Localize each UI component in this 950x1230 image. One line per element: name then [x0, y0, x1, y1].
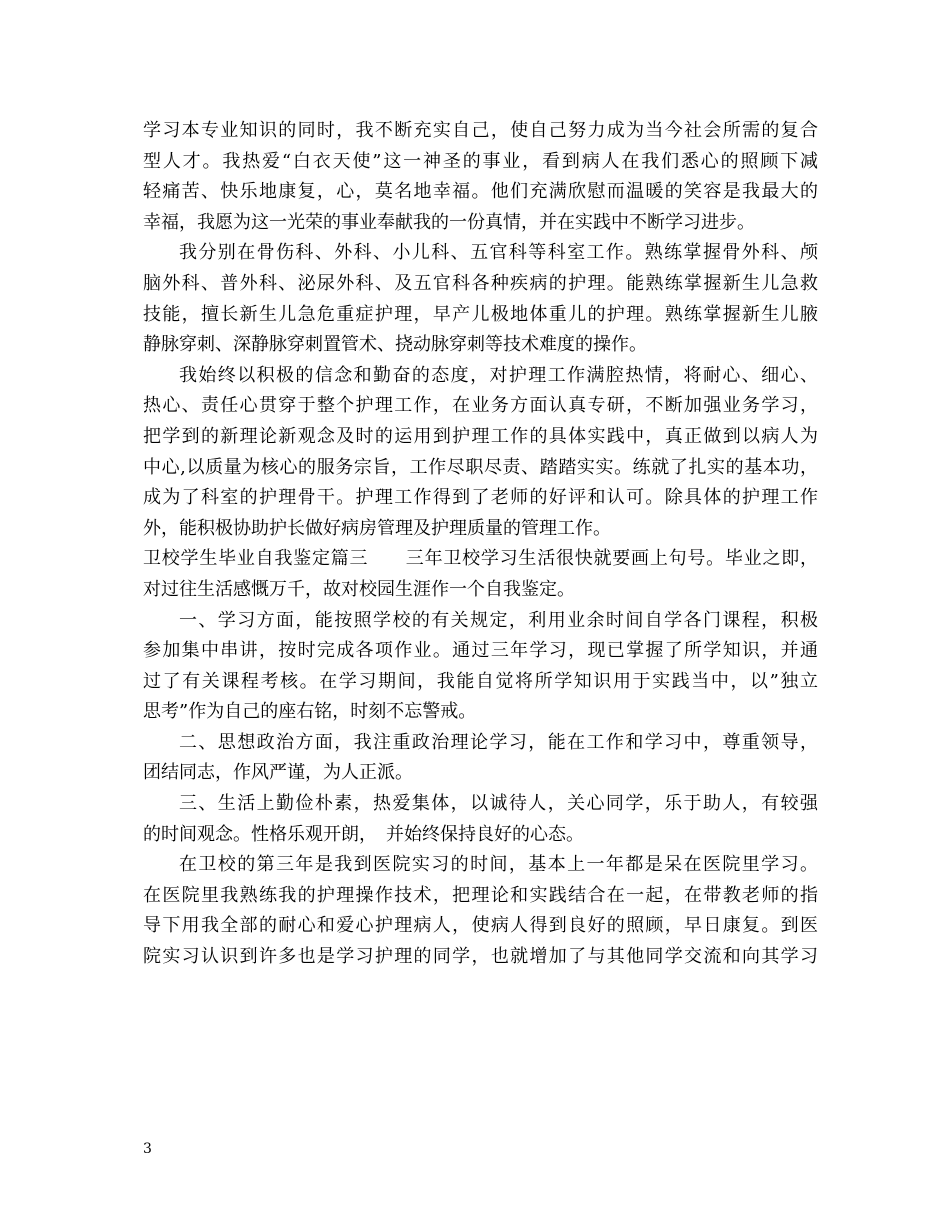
text-line: 团结同志，作风严谨，为人正派。 [143, 762, 413, 784]
text-line: 脑外科、普外科、泌尿外科、及五官科各种疾病的护理。能熟练掌握新生儿急救 [143, 272, 818, 294]
text-line: 三、生活上勤俭朴素，热爱集体，以诚待人，关心同学，乐于助人，有较强 [179, 793, 818, 815]
text-line: 二、思想政治方面，我注重政治理论学习，能在工作和学习中，尊重领导， [179, 731, 818, 753]
text-line: 学习本专业知识的同时，我不断充实自己，使自己努力成为当今社会所需的复合 [143, 120, 818, 141]
text-line: 轻痛苦、快乐地康复，心，莫名地幸福。他们充满欣慰而温暖的笑容是我最大的 [143, 181, 818, 203]
section-heading-line: 卫校学生毕业自我鉴定篇三 三年卫校学习生活很快就要画上句号。毕业之即， [143, 548, 818, 570]
page-number: 3 [143, 1141, 152, 1157]
text-line: 我始终以积极的信念和勤奋的态度，对护理工作满腔热情，将耐心、细心、 [179, 364, 818, 386]
text-line: 型人才。我热爱“白衣天使”这一神圣的事业，看到病人在我们悉心的照顾下减 [143, 150, 818, 172]
text-line: 在卫校的第三年是我到医院实习的时间，基本上一年都是呆在医院里学习。 [179, 854, 818, 876]
text-line: 院实习认识到许多也是学习护理的同学，也就增加了与其他同学交流和向其学习 [143, 946, 818, 968]
text-line: 参加集中串讲，按时完成各项作业。通过三年学习，现已掌握了所学知识，并通 [143, 640, 818, 662]
text-line: 把学到的新理论新观念及时的运用到护理工作的具体实践中，真正做到以病人为 [143, 425, 818, 447]
text-line: 热心、责任心贯穿于整个护理工作，在业务方面认真专研，不断加强业务学习， [143, 395, 818, 417]
text-line: 技能，擅长新生儿急危重症护理，早产儿极地体重儿的护理。熟练掌握新生儿腋 [143, 303, 818, 325]
text-line: 外，能积极协助护长做好病房管理及护理质量的管理工作。 [143, 517, 611, 539]
text-line: 的时间观念。性格乐观开朗， 并始终保持良好的心态。 [143, 823, 584, 845]
text-line: 过了有关课程考核。在学习期间，我能自觉将所学知识用于实践当中，以”独立 [143, 670, 818, 692]
text-line: 成为了科室的护理骨干。护理工作得到了老师的好评和认可。除具体的护理工作 [143, 487, 818, 509]
text-line: 我分别在骨伤科、外科、小儿科、五官科等科室工作。熟练掌握骨外科、颅 [179, 242, 818, 264]
document-body [143, 116, 818, 973]
text-line: 对过往生活感慨万千，故对校园生涯作一个自我鉴定。 [143, 578, 575, 600]
text-line: 中心,以质量为核心的服务宗旨，工作尽职尽责、踏踏实实。练就了扎实的基本功， [143, 456, 818, 478]
text-line: 在医院里我熟练我的护理操作技术，把理论和实践结合在一起，在带教老师的指 [143, 884, 818, 906]
text-line: 一、学习方面，能按照学校的有关规定，利用业余时间自学各门课程，积极 [179, 609, 818, 631]
text-line: 思考”作为自己的座右铭，时刻不忘警戒。 [143, 701, 477, 723]
text-line: 幸福，我愿为这一光荣的事业奉献我的一份真情，并在实践中不断学习进步。 [143, 211, 755, 233]
text-line: 静脉穿刺、深静脉穿刺置管术、挠动脉穿刺等技术难度的操作。 [143, 334, 647, 356]
text-line: 导下用我全部的耐心和爱心护理病人，使病人得到良好的照顾，早日康复。到医 [143, 915, 818, 937]
